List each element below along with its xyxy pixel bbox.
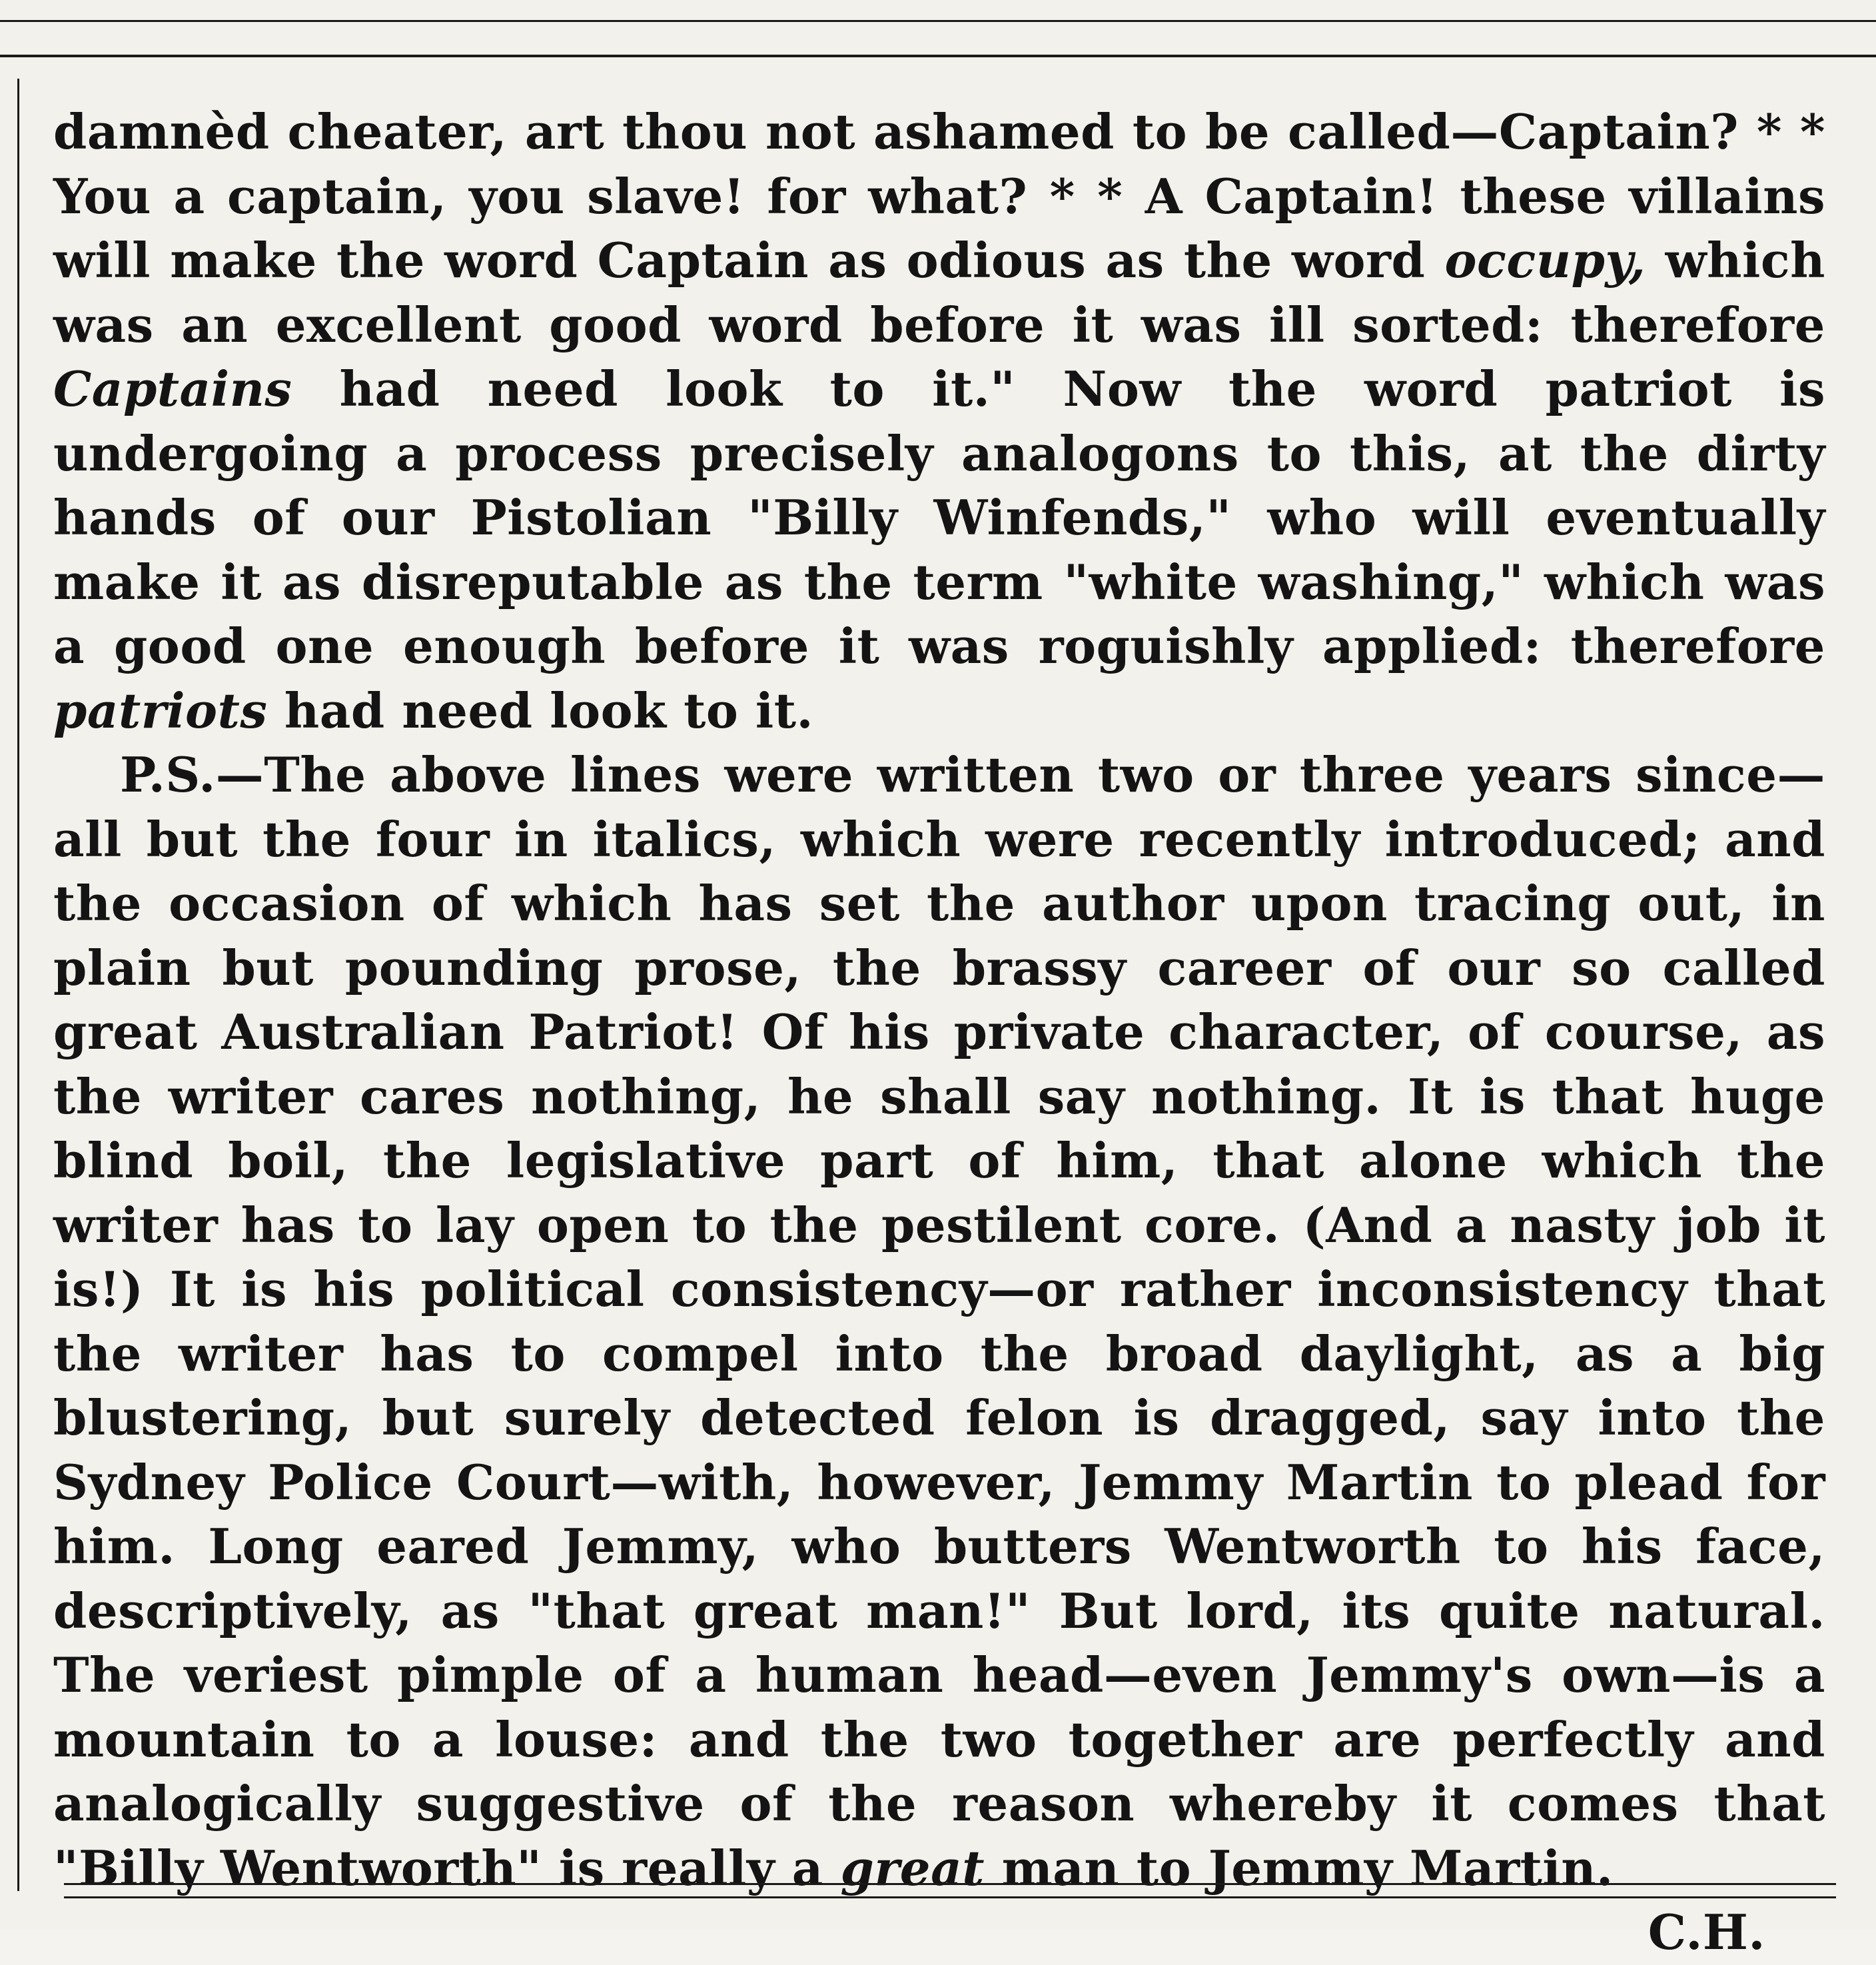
paragraph-2-text-1: P.S.—The above lines were written two or three years since—all but the four in italics, which were recently introduced; and the occasion of which has set the author upon tracing out, in plain but pounding prose, the brassy career of our so called great Australian Patriot! Of his private character, of course, as the writer cares nothing, he shall say nothing. It is that huge blind boil, the legislative part of him, that alone which the writer has to lay open to the pestilent core. (And a nasty job it is!) It is his political consistency—or rather inconsistency that the writer has to compel into the broad daylight, as a big blustering, but surely detected felon is dragged, say into the Sydney Police Court—with, however, Jemmy Martin to plead for him. Long eared Jemmy, who butters Wentworth to his face, descriptively, as "that great man!" But lord, its quite natural. The veriest pimple of a human head—even Jemmy's own—is a mountain to a louse: and the two together are perfectly and analogically suggestive of the reason whereby it comes that "Billy Wentworth" is really a bbox=[53, 746, 1825, 1896]
bottom-rule-lower bbox=[64, 1896, 1836, 1898]
top-rule-upper bbox=[0, 20, 1876, 22]
paragraph-2-text-2: man to Jemmy Martin. bbox=[985, 1839, 1614, 1896]
paragraph-1-italic-2: Captains bbox=[53, 360, 292, 417]
paragraph-2 bbox=[53, 743, 1825, 1960]
column-divider-left bbox=[17, 79, 19, 1891]
paragraph-1-text-1: damnèd cheater, art thou not ashamed to be called—Captain? * * You a captain, you slave! for what? * * A Captain! these villains will make the word Captain as odious as the word bbox=[53, 103, 1825, 289]
paragraph-1-text-3: had need look to it." Now the word patriot is undergoing a process precisely analogons to this, at the dirty hands of our Pistolian "Billy Winfends," who will eventually make it as disreputable as the term "white washing," which was a good one enough before it was roguishly applied: therefore bbox=[53, 360, 1825, 674]
bottom-rule-upper bbox=[64, 1883, 1836, 1885]
article-column bbox=[53, 100, 1825, 1965]
paragraph-2-italic-1: great bbox=[840, 1839, 985, 1896]
paragraph-1-text-4: had need look to it. bbox=[267, 682, 814, 739]
paragraph-1-italic-3: patriots bbox=[53, 682, 268, 739]
paragraph-1-text-2: which was an excellent good word before it was ill sorted: therefore bbox=[53, 232, 1826, 353]
top-rule-lower bbox=[0, 55, 1876, 57]
paragraph-1-italic-1: occupy, bbox=[1444, 232, 1646, 289]
author-signature: C.H. bbox=[1647, 1904, 1765, 1960]
paragraph-1 bbox=[53, 100, 1825, 743]
